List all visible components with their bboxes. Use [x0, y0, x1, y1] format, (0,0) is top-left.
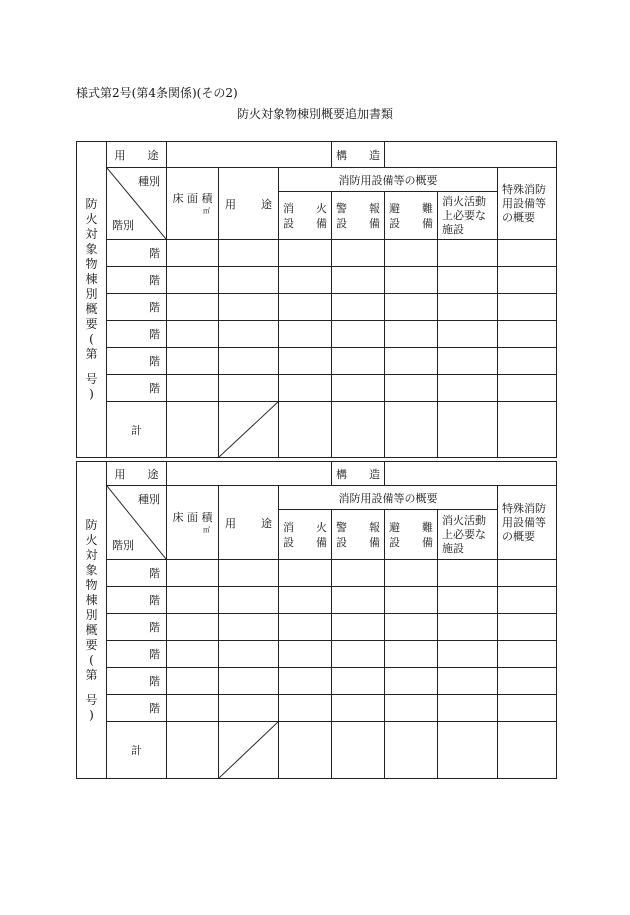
floor-row [77, 321, 557, 348]
total-usage-blank [219, 402, 279, 458]
input-cell[interactable] [385, 587, 438, 614]
input-cell[interactable] [332, 294, 385, 321]
input-cell[interactable] [438, 641, 498, 668]
input-cell[interactable] [438, 267, 498, 294]
input-cell[interactable] [385, 267, 438, 294]
input-cell[interactable] [332, 722, 385, 779]
input-cell[interactable] [385, 668, 438, 695]
input-cell[interactable] [279, 614, 332, 641]
input-cell[interactable] [167, 641, 219, 668]
input-cell[interactable] [438, 375, 498, 402]
input-cell[interactable] [167, 240, 219, 267]
floor-label: 階 [107, 614, 167, 641]
input-cell[interactable] [219, 375, 279, 402]
floor-row [77, 614, 557, 641]
input-cell[interactable] [498, 560, 557, 587]
total-row [77, 722, 557, 779]
input-cell[interactable] [498, 402, 557, 458]
input-cell[interactable] [279, 267, 332, 294]
usage-label: 用 途 [107, 462, 167, 486]
input-cell[interactable] [219, 240, 279, 267]
extinguishing-equipment-header: 消 火 設 備 [279, 510, 332, 560]
input-cell[interactable] [438, 722, 498, 779]
form-number: 様式第2号(第4条関係)(その2) [76, 86, 238, 100]
input-cell[interactable] [167, 267, 219, 294]
input-cell[interactable] [279, 641, 332, 668]
input-cell[interactable] [332, 240, 385, 267]
building-summary-table-1 [76, 141, 557, 458]
input-cell[interactable] [438, 402, 498, 458]
alarm-equipment-header: 警 報 設 備 [332, 510, 385, 560]
input-cell[interactable] [279, 560, 332, 587]
input-cell[interactable] [332, 267, 385, 294]
input-cell[interactable] [498, 641, 557, 668]
input-cell[interactable] [279, 321, 332, 348]
floor-label: 階 [107, 294, 167, 321]
floor-label: 階 [107, 587, 167, 614]
input-cell[interactable] [438, 668, 498, 695]
floor-row [77, 587, 557, 614]
input-cell[interactable] [332, 614, 385, 641]
input-cell[interactable] [279, 294, 332, 321]
input-cell[interactable] [219, 587, 279, 614]
floor-area-header: 床 面 積 ㎡ [167, 486, 219, 560]
input-cell[interactable] [498, 348, 557, 375]
firefighting-activity-header: 消火活動 上必要な 施設 [438, 510, 498, 560]
total-row [77, 402, 557, 458]
fire-equipment-overview-header: 消防用設備等の概要 [279, 168, 498, 192]
kind-label: 種別 [138, 175, 160, 188]
floor-row [77, 641, 557, 668]
structure-field[interactable] [385, 462, 557, 486]
floor-row [77, 240, 557, 267]
input-cell[interactable] [167, 614, 219, 641]
special-equipment-header: 特殊消防 用設備等 の概要 [498, 486, 557, 560]
input-cell[interactable] [167, 375, 219, 402]
input-cell[interactable] [279, 695, 332, 722]
kind-floor-header [107, 486, 167, 560]
structure-label: 構 造 [332, 142, 385, 168]
input-cell[interactable] [438, 560, 498, 587]
side-label: 防 火 対 象 物 棟 別 概 要 ( 第 号 ) [77, 142, 107, 458]
input-cell[interactable] [498, 722, 557, 779]
input-cell[interactable] [385, 348, 438, 375]
input-cell[interactable] [279, 668, 332, 695]
input-cell[interactable] [498, 587, 557, 614]
fire-equipment-overview-header: 消防用設備等の概要 [279, 486, 498, 510]
input-cell[interactable] [385, 402, 438, 458]
input-cell[interactable] [167, 695, 219, 722]
input-cell[interactable] [385, 641, 438, 668]
floor-label: 階 [107, 240, 167, 267]
extinguishing-equipment-header: 消 火 設 備 [279, 192, 332, 240]
input-cell[interactable] [332, 695, 385, 722]
input-cell[interactable] [219, 614, 279, 641]
document-title: 防火対象物棟別概要追加書類 [236, 107, 393, 121]
input-cell[interactable] [385, 560, 438, 587]
input-cell[interactable] [438, 240, 498, 267]
usage-field[interactable] [167, 142, 332, 168]
input-cell[interactable] [332, 641, 385, 668]
input-cell[interactable] [279, 240, 332, 267]
floor-tier-label: 階別 [112, 539, 134, 552]
input-cell[interactable] [385, 722, 438, 779]
diagonal-line [219, 722, 278, 778]
input-cell[interactable] [385, 240, 438, 267]
input-cell[interactable] [219, 560, 279, 587]
input-cell[interactable] [332, 402, 385, 458]
input-cell[interactable] [219, 668, 279, 695]
input-cell[interactable] [167, 668, 219, 695]
floor-label: 階 [107, 641, 167, 668]
input-cell[interactable] [498, 695, 557, 722]
input-cell[interactable] [438, 321, 498, 348]
input-cell[interactable] [332, 668, 385, 695]
floor-label: 階 [107, 348, 167, 375]
input-cell[interactable] [279, 587, 332, 614]
usage-field[interactable] [167, 462, 332, 486]
alarm-equipment-header: 警 報 設 備 [332, 192, 385, 240]
kind-floor-header [107, 168, 167, 240]
input-cell[interactable] [385, 614, 438, 641]
input-cell[interactable] [498, 321, 557, 348]
input-cell[interactable] [438, 695, 498, 722]
floor-label: 階 [107, 321, 167, 348]
input-cell[interactable] [332, 587, 385, 614]
floor-label: 階 [107, 668, 167, 695]
input-cell[interactable] [279, 375, 332, 402]
floor-row [77, 267, 557, 294]
input-cell[interactable] [438, 348, 498, 375]
total-floor-area-cell[interactable] [167, 722, 219, 779]
input-cell[interactable] [438, 294, 498, 321]
input-cell[interactable] [498, 267, 557, 294]
input-cell[interactable] [167, 321, 219, 348]
total-floor-area-cell[interactable] [167, 402, 219, 458]
floor-row [77, 668, 557, 695]
input-cell[interactable] [219, 641, 279, 668]
floor-label: 階 [107, 375, 167, 402]
input-cell[interactable] [498, 375, 557, 402]
input-cell[interactable] [167, 587, 219, 614]
structure-field[interactable] [385, 142, 557, 168]
floor-label: 階 [107, 695, 167, 722]
total-usage-blank [219, 722, 279, 779]
input-cell[interactable] [385, 375, 438, 402]
usage-header: 用 途 [219, 486, 279, 560]
input-cell[interactable] [279, 348, 332, 375]
firefighting-activity-header: 消火活動 上必要な 施設 [438, 192, 498, 240]
usage-header: 用 途 [219, 168, 279, 240]
input-cell[interactable] [219, 695, 279, 722]
special-equipment-header: 特殊消防 用設備等 の概要 [498, 168, 557, 240]
usage-label: 用 途 [107, 142, 167, 168]
input-cell[interactable] [167, 348, 219, 375]
kind-label: 種別 [138, 493, 160, 506]
input-cell[interactable] [438, 614, 498, 641]
side-label: 防 火 対 象 物 棟 別 概 要 ( 第 号 ) [77, 462, 107, 779]
floor-tier-label: 階別 [112, 219, 134, 232]
floor-row [77, 348, 557, 375]
input-cell[interactable] [332, 321, 385, 348]
input-cell[interactable] [219, 267, 279, 294]
floor-area-header: 床 面 積 ㎡ [167, 168, 219, 240]
floor-label: 階 [107, 267, 167, 294]
input-cell[interactable] [498, 668, 557, 695]
building-summary-table-2 [76, 461, 557, 779]
evacuation-equipment-header: 避 難 設 備 [385, 192, 438, 240]
input-cell[interactable] [498, 614, 557, 641]
input-cell[interactable] [279, 722, 332, 779]
input-cell[interactable] [219, 294, 279, 321]
evacuation-equipment-header: 避 難 設 備 [385, 510, 438, 560]
input-cell[interactable] [167, 294, 219, 321]
input-cell[interactable] [219, 321, 279, 348]
input-cell[interactable] [332, 348, 385, 375]
input-cell[interactable] [498, 294, 557, 321]
input-cell[interactable] [498, 240, 557, 267]
input-cell[interactable] [385, 294, 438, 321]
input-cell[interactable] [332, 375, 385, 402]
input-cell[interactable] [438, 587, 498, 614]
total-label: 計 [107, 722, 167, 779]
total-label: 計 [107, 402, 167, 458]
input-cell[interactable] [219, 348, 279, 375]
input-cell[interactable] [279, 402, 332, 458]
floor-row [77, 375, 557, 402]
diagonal-line [219, 402, 278, 457]
floor-row [77, 695, 557, 722]
structure-label: 構 造 [332, 462, 385, 486]
input-cell[interactable] [167, 560, 219, 587]
floor-row [77, 294, 557, 321]
input-cell[interactable] [385, 321, 438, 348]
input-cell[interactable] [385, 695, 438, 722]
input-cell[interactable] [332, 560, 385, 587]
floor-label: 階 [107, 560, 167, 587]
floor-row [77, 560, 557, 587]
